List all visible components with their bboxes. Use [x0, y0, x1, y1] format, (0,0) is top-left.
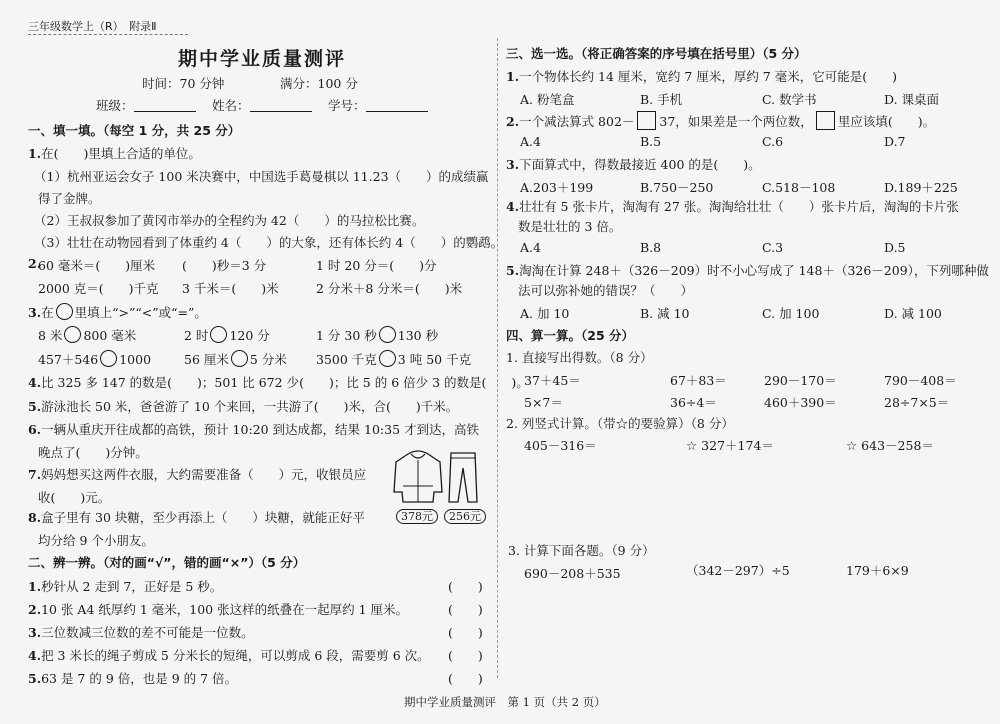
oral-calc-4: 790－408＝	[884, 373, 957, 388]
choice-q4-d[interactable]: D.5	[884, 240, 906, 255]
q1-2-r1c3: 1 时 20 分＝( )分	[316, 258, 437, 273]
q1-3-r2c1: 457＋546 1000	[38, 352, 152, 367]
choice-q3-d[interactable]: D.189＋225	[884, 180, 958, 195]
q1-3-r2c2: 56 厘米 5 分米	[184, 352, 287, 367]
q1-3-r1c2: 2 时 120 分	[184, 328, 270, 343]
page-footer: 期中学业质量测评 第 1 页（共 2 页）	[404, 695, 606, 709]
choice-q2-d[interactable]: D.7	[884, 134, 906, 149]
column-divider	[497, 38, 498, 678]
judge-item-5: 5.63 是 7 的 9 倍，也是 9 的 7 倍。	[28, 671, 238, 686]
judge-item-1: 1.秒针从 2 走到 7，正好是 5 秒。	[28, 579, 223, 594]
vertical-calc-1: 405－316＝	[524, 438, 597, 453]
calc-q3-title: 3. 计算下面各题。（9 分）	[508, 543, 655, 558]
exam-score: 满分：100 分	[280, 76, 358, 91]
q1-2-r1c2: ( )秒＝3 分	[182, 258, 267, 273]
q1-5: 5.游泳池长 50 米，爸爸游了 10 个来回，一共游了( )米，合( )千米。	[28, 399, 459, 414]
choice-q3-c[interactable]: C.518－108	[762, 180, 836, 195]
choice-q4-a[interactable]: A.4	[520, 240, 541, 255]
choice-q2-a[interactable]: A.4	[520, 134, 541, 149]
section-4-title: 四、算一算。（25 分）	[506, 328, 634, 343]
calc-q2-title: 2. 列竖式计算。（带☆的要验算）（8 分）	[506, 416, 734, 431]
q1-8: 8.盒子里有 30 块糖，至少再添上（ ）块糖，就能正好平	[28, 510, 365, 525]
q1-8b: 均分给 9 个小朋友。	[38, 533, 154, 548]
oral-calc-8: 28÷7×5＝	[884, 395, 950, 410]
q1-2-r2c1: 2000 克＝( )千克	[38, 281, 159, 296]
mixed-calc-3: 179＋6×9	[846, 563, 909, 578]
jacket-icon	[392, 448, 444, 506]
choice-q3-b[interactable]: B.750－250	[640, 180, 714, 195]
compare-circle-icon[interactable]	[210, 326, 227, 343]
oral-calc-1: 37＋45＝	[524, 373, 581, 388]
section-2-title: 二、辨一辨。（对的画“√”，错的画“×”）（5 分）	[28, 555, 306, 570]
blank-box-icon	[816, 111, 835, 130]
mixed-calc-1: 690－208＋535	[524, 566, 621, 581]
q1-1: 1.在( )里填上合适的单位。	[28, 146, 201, 161]
q1-1a: （1）杭州亚运会女子 100 米决赛中，中国选手葛曼棋以 11.23（ ）的成绩赢	[34, 169, 489, 184]
calc-q1-title: 1. 直接写出得数。（8 分）	[506, 350, 653, 365]
choice-q1: 1.一个物体长约 14 厘米，宽约 7 厘米，厚约 7 毫米，它可能是( )	[506, 69, 897, 84]
q1-6: 6.一辆从重庆开往成都的高铁，预计 10:20 到达成都，结果 10:35 才到达，高铁	[28, 422, 480, 437]
q1-1a2: 得了金牌。	[38, 191, 101, 206]
choice-q5: 5.淘淘在计算 248＋（326－209）时不小心写成了 148＋（326－209），下列哪种做	[506, 263, 989, 278]
choice-q1-a[interactable]: A. 粉笔盒	[520, 92, 575, 107]
pants-price: 256元	[444, 508, 486, 524]
choice-q4-b[interactable]: B.8	[640, 240, 662, 255]
judge-answer-5[interactable]: ( )	[448, 671, 483, 686]
q1-3-r1c1: 8 米 800 毫米	[38, 328, 137, 343]
oral-calc-5: 5×7＝	[524, 395, 563, 410]
judge-item-2: 2.10 张 A4 纸厚约 1 毫米，100 张这样的纸叠在一起厚约 1 厘米。	[28, 602, 409, 617]
choice-q1-d[interactable]: D. 课桌面	[884, 92, 940, 107]
q1-7: 7.妈妈想买这两件衣服，大约需要准备（ ）元，收银员应	[28, 467, 367, 482]
pants-icon	[446, 450, 480, 506]
q1-2-r2c3: 2 分米＋8 分米＝( )米	[316, 281, 463, 296]
mixed-calc-2: （342－297）÷5	[686, 563, 790, 578]
q1-4: 4.比 325 多 147 的数是( )；501 比 672 少( )；比 5 的 6 倍少 3 的数是( )。	[28, 375, 529, 390]
choice-q3: 3.下面算式中，得数最接近 400 的是( )。	[506, 157, 761, 172]
blank-box-icon[interactable]	[637, 111, 656, 130]
compare-circle-icon[interactable]	[379, 326, 396, 343]
judge-answer-2[interactable]: ( )	[448, 602, 483, 617]
vertical-calc-2: ☆ 327＋174＝	[686, 438, 774, 453]
choice-q5-a[interactable]: A. 加 10	[520, 306, 570, 321]
oral-calc-6: 36÷4＝	[670, 395, 717, 410]
oral-calc-3: 290－170＝	[764, 373, 837, 388]
compare-circle-icon[interactable]	[379, 350, 396, 367]
q1-3: 3.在 里填上“>”“<”或“=”。	[28, 305, 207, 320]
choice-q4: 4.壮壮有 5 张卡片，淘淘有 27 张。淘淘给壮壮（ ）张卡片后，淘淘的卡片张	[506, 199, 959, 214]
compare-circle-icon	[56, 303, 73, 320]
class-field[interactable]	[134, 99, 196, 112]
name-field[interactable]	[250, 99, 312, 112]
exam-time: 时间：70 分钟	[142, 76, 225, 91]
q1-7b: 收( )元。	[38, 490, 111, 505]
choice-q2-b[interactable]: B.5	[640, 134, 662, 149]
judge-answer-4[interactable]: ( )	[448, 648, 483, 663]
judge-item-3: 3.三位数减三位数的差不可能是一位数。	[28, 625, 254, 640]
choice-q2: 2.一个减法算式 802－ 37，如果差是一个两位数， 里应该填( )。	[506, 111, 935, 130]
q1-1c: （3）壮壮在动物园看到了体重约 4（ ）的大象，还有体长约 4（ ）的鹦鹉。	[34, 235, 504, 250]
choice-q4-c[interactable]: C.3	[762, 240, 784, 255]
q1-3-r1c3: 1 分 30 秒 130 秒	[316, 328, 439, 343]
q1-3-r2c3: 3500 千克 3 吨 50 千克	[316, 352, 472, 367]
q1-1b: （2）王叔叔参加了黄冈市举办的全程约为 42（ ）的马拉松比赛。	[34, 213, 425, 228]
choice-q2-c[interactable]: C.6	[762, 134, 784, 149]
compare-circle-icon[interactable]	[100, 350, 117, 367]
oral-calc-7: 460＋390＝	[764, 395, 837, 410]
compare-circle-icon[interactable]	[231, 350, 248, 367]
vertical-calc-3: ☆ 643－258＝	[846, 438, 934, 453]
q1-6b: 晚点了( )分钟。	[38, 445, 148, 460]
student-info-row: 班级： 姓名： 学号：	[96, 96, 428, 114]
compare-circle-icon[interactable]	[64, 326, 81, 343]
q1-2-number: 2.	[28, 256, 42, 271]
choice-q1-c[interactable]: C. 数学书	[762, 92, 817, 107]
choice-q4-line2: 数是壮壮的 3 倍。	[518, 219, 622, 234]
choice-q5-d[interactable]: D. 减 100	[884, 306, 942, 321]
page-title: 期中学业质量测评	[178, 48, 347, 70]
q1-2-r2c2: 3 千米＝( )米	[182, 281, 279, 296]
judge-item-4: 4.把 3 米长的绳子剪成 5 分米长的短绳，可以剪成 6 段，需要剪 6 次。	[28, 648, 430, 663]
judge-answer-1[interactable]: ( )	[448, 579, 483, 594]
choice-q5-line2: 法可以弥补她的错误？（ ）	[518, 283, 694, 298]
jacket-price: 378元	[396, 508, 438, 524]
q1-2-r1c1: 60 毫米＝( )厘米	[38, 258, 156, 273]
header-grade: 三年级数学上（R） 附录Ⅱ	[28, 20, 157, 33]
oral-calc-2: 67＋83＝	[670, 373, 727, 388]
section-1-title: 一、填一填。（每空 1 分，共 25 分）	[28, 123, 241, 138]
choice-q3-a[interactable]: A.203＋199	[520, 180, 594, 195]
choice-q1-b[interactable]: B. 手机	[640, 92, 683, 107]
choice-q5-b[interactable]: B. 减 10	[640, 306, 690, 321]
judge-answer-3[interactable]: ( )	[448, 625, 483, 640]
id-field[interactable]	[366, 99, 428, 112]
section-3-title: 三、选一选。（将正确答案的序号填在括号里）（5 分）	[506, 46, 807, 61]
choice-q5-c[interactable]: C. 加 100	[762, 306, 820, 321]
header-divider	[28, 34, 188, 35]
